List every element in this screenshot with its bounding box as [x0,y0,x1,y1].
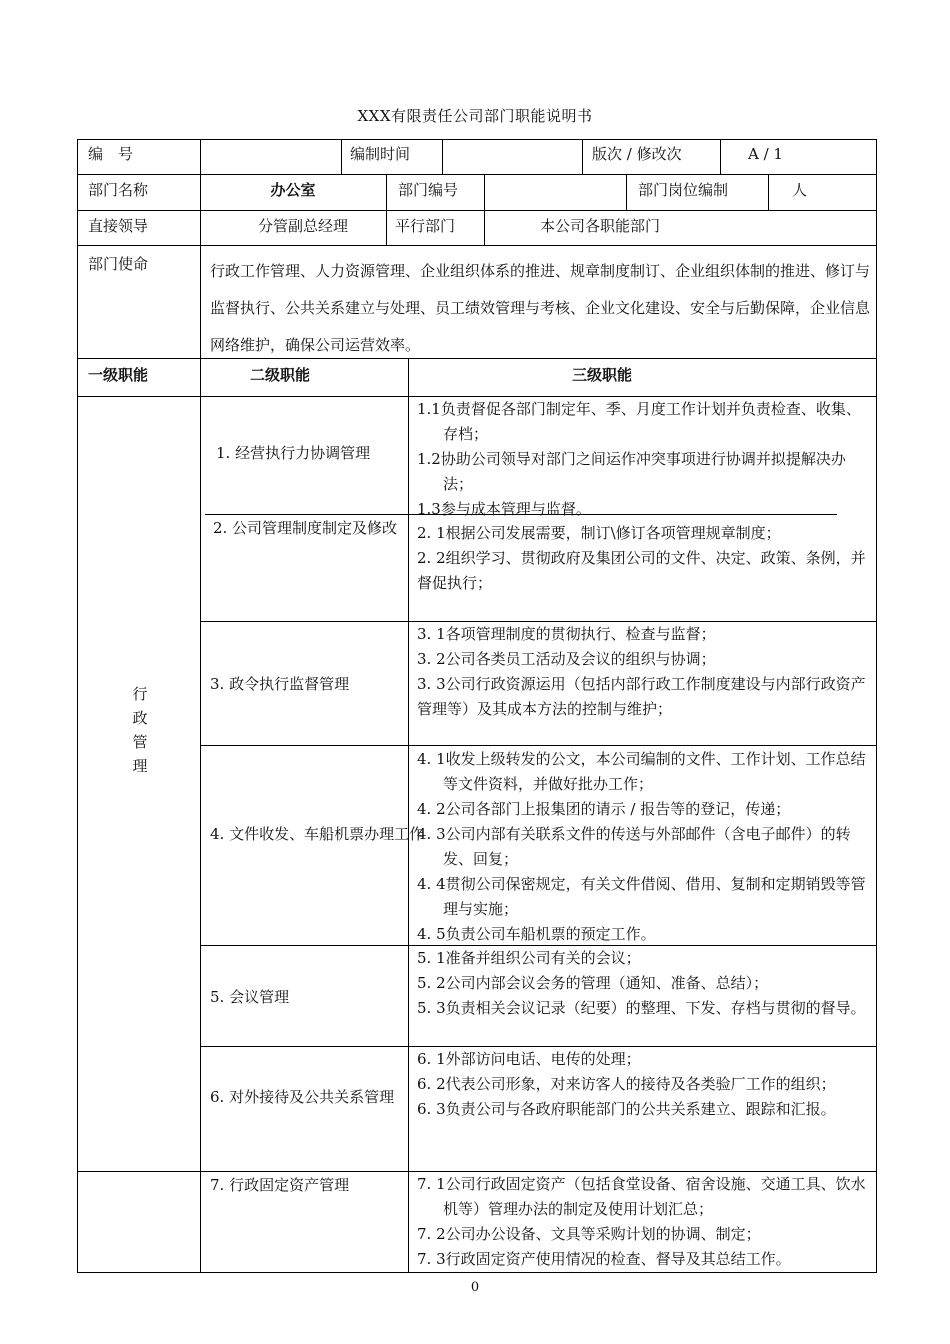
bianhao-label: 编 号 [88,145,134,163]
dept-staff-label: 部门岗位编制 [638,181,729,199]
dept-code-label: 部门编号 [398,181,459,199]
level3-item: 4. 2公司各部门上报集团的请示 / 报告等的登记，传递； [417,800,791,818]
level3-item: 4. 5负责公司车船机票的预定工作。 [417,925,656,943]
level2-function: 3. 政令执行监督管理 [210,675,350,693]
level3-item: 7. 2公司办公设备、文具等采购计划的协调、制定； [417,1225,761,1243]
parallel-label: 平行部门 [395,217,456,235]
dept-name-label: 部门名称 [88,181,149,199]
level3-list [417,1047,871,1122]
level2-function: 5. 会议管理 [210,988,290,1006]
col-header-level1: 一级职能 [88,366,149,384]
mission-label: 部门使命 [88,255,149,273]
level3-item: 7. 1公司行政固定资产（包括食堂设备、宿舍设施、交通工具、饮水机等）管理办法的制定及使用计划汇总； [417,1175,866,1218]
level2-function: 7. 行政固定资产管理 [210,1176,350,1194]
leader-label: 直接领导 [88,217,149,235]
dept-staff-value: 人 [792,181,808,199]
level3-item: 3. 3公司行政资源运用（包括内部行政工作制度建设与内部行政资产管理等）及其成本方法的控制与维护； [417,675,866,718]
version-label: 版次 / 修改次 [592,145,682,163]
level3-list [417,521,871,596]
level1-function: 行 政 管 理 [132,685,148,775]
level3-list [417,622,871,722]
level3-item: 1.2协助公司领导对部门之间运作冲突事项进行协调并拟提解决办法； [417,450,846,493]
level3-item: 7. 3行政固定资产使用情况的检查、督导及其总结工作。 [417,1250,791,1268]
level3-item: 2. 2组织学习、贯彻政府及集团公司的文件、决定、政策、条例，并督促执行； [417,549,866,592]
level3-item: 1.1负责督促各部门制定年、季、月度工作计划并负责检查、收集、存档； [417,400,861,443]
leader-value: 分管副总经理 [258,217,349,235]
level3-item: 4. 1收发上级转发的公文，本公司编制的文件、工作计划、工作总结等文件资料，并做好批办工作； [417,750,866,793]
mission-text: 行政工作管理、人力资源管理、企业组织体系的推进、规章制度制订、企业组织体制的推进、修订与监督执行、公共关系建立与处理、员工绩效管理与考核、企业文化建设、安全与后勤保障，企业信息网络维护，确保公司运营效率。 [210,262,871,354]
level3-item: 5. 2公司内部会议会务的管理（通知、准备、总结）； [417,974,769,992]
page-number: 0 [470,1280,480,1295]
level3-list [417,1172,871,1272]
document-title: XXX有限责任公司部门职能说明书 [357,107,593,125]
level3-item: 1.3参与成本管理与监督。 [417,500,591,518]
level3-item: 2. 1根据公司发展需要，制订\修订各项管理规章制度； [417,524,781,542]
level3-item: 5. 1准备并组织公司有关的会议； [417,949,641,967]
level3-item: 6. 1外部访问电话、电传的处理； [417,1050,641,1068]
level3-item: 4. 4贯彻公司保密规定，有关文件借阅、借用、复制和定期销毁等管理与实施； [417,875,866,918]
parallel-value: 本公司各职能部门 [540,217,661,235]
version-value: A / 1 [748,145,783,163]
dept-name-value: 办公室 [270,181,316,199]
level3-item: 5. 3负责相关会议记录（纪要）的整理、下发、存档与贯彻的督导。 [417,999,866,1017]
level2-function: 4. 文件收发、车船机票办理工作 [210,825,425,843]
level3-item: 3. 1各项管理制度的贯彻执行、检查与监督； [417,625,716,643]
level3-item: 6. 3负责公司与各政府职能部门的公共关系建立、跟踪和汇报。 [417,1100,836,1118]
level3-list [417,397,871,522]
level3-item: 4. 3公司内部有关联系文件的传送与外部邮件（含电子邮件）的转发、回复； [417,825,851,868]
col-header-level2: 二级职能 [250,366,311,384]
level2-function: 6. 对外接待及公共关系管理 [210,1088,395,1106]
level3-item: 6. 2代表公司形象，对来访客人的接待及各类验厂工作的组织； [417,1075,836,1093]
level3-list [417,747,871,947]
col-header-level3: 三级职能 [572,366,633,384]
bianzhi-time-label: 编制时间 [350,145,411,163]
level3-item: 3. 2公司各类员工活动及会议的组织与协调； [417,650,716,668]
level2-function: 1. 经营执行力协调管理 [216,444,371,462]
level2-function: 2. 公司管理制度制定及修改 [212,519,398,537]
level3-list [417,946,871,1021]
